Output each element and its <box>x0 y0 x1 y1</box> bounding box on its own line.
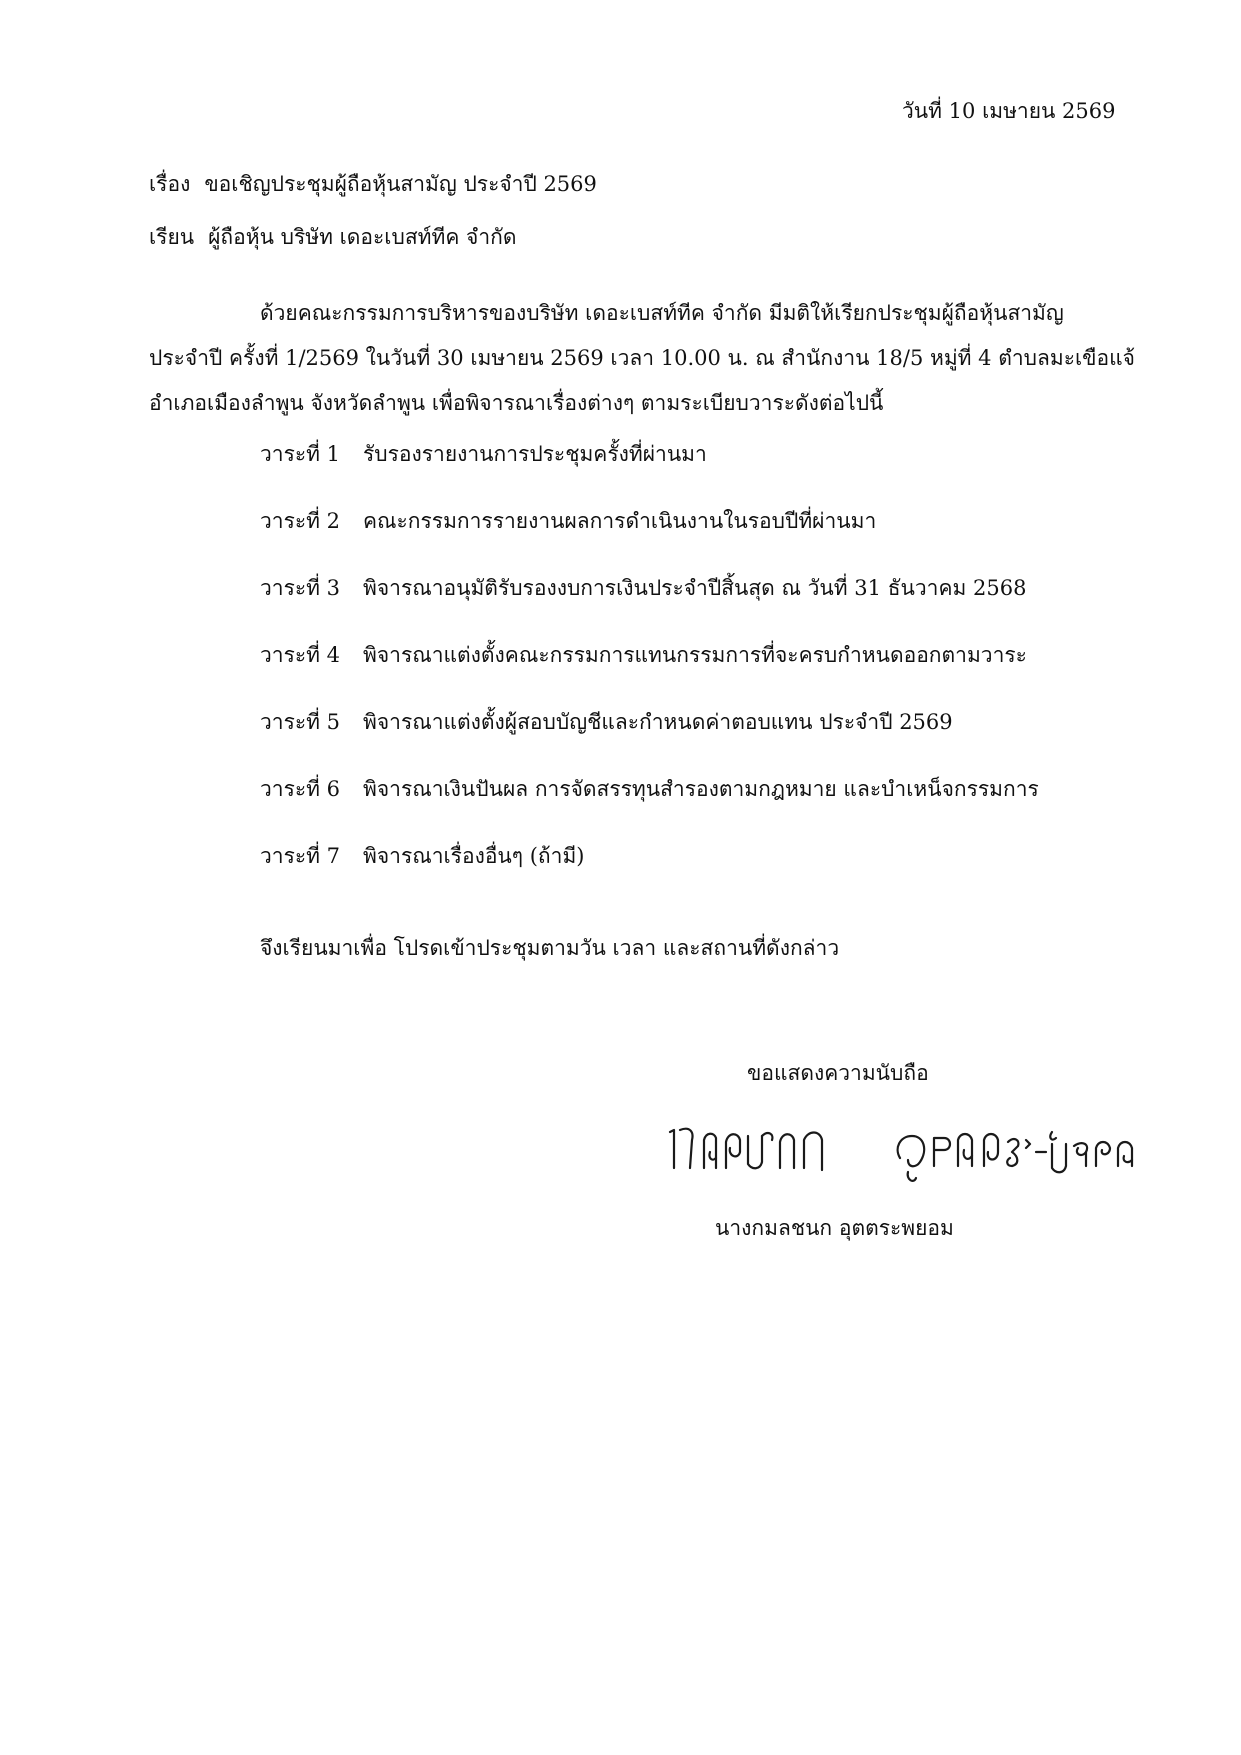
recipient-label: เรียน <box>149 225 195 249</box>
signature-text: กมลชนก อุตตระพยอม <box>668 1118 678 1119</box>
agenda-number: วาระที่ 4 <box>260 643 341 667</box>
body-paragraph <box>149 291 1135 426</box>
agenda-number: วาระที่ 3 <box>260 576 341 600</box>
regards-text: ขอแสดงความนับถือ <box>747 1061 929 1085</box>
agenda-item <box>260 574 1039 641</box>
agenda-number: วาระที่ 6 <box>260 777 341 801</box>
agenda-number: วาระที่ 7 <box>260 844 341 868</box>
agenda-text: พิจารณาแต่งตั้งผู้สอบบัญชีและกำหนดค่าตอบแทน ประจำปี 2569 <box>363 710 953 734</box>
body-line: ด้วยคณะกรรมการบริหารของบริษัท เดอะเบสท์ทีค จำกัด มีมติให้เรียกประชุมผู้ถือหุ้นสามัญ <box>260 301 1064 325</box>
agenda-item <box>260 775 1039 842</box>
agenda-item <box>260 507 1039 574</box>
recipient-line <box>149 223 517 251</box>
body-line: อำเภอเมืองลำพูน จังหวัดลำพูน เพื่อพิจารณาเรื่องต่างๆ ตามระเบียบวาระดังต่อไปนี้ <box>149 391 884 415</box>
agenda-text: คณะกรรมการรายงานผลการดำเนินงานในรอบปีที่ผ่านมา <box>363 509 877 533</box>
agenda-text: พิจารณาเงินปันผล การจัดสรรทุนสำรองตามกฎหมาย และบำเหน็จกรรมการ <box>363 777 1039 801</box>
closing-sentence: จึงเรียนมาเพื่อ โปรดเข้าประชุมตามวัน เวลา และสถานที่ดังกล่าว <box>260 936 840 960</box>
agenda-item <box>260 641 1039 708</box>
agenda-number: วาระที่ 5 <box>260 710 341 734</box>
agenda-text: พิจารณาเรื่องอื่นๆ (ถ้ามี) <box>363 844 585 868</box>
agenda-number: วาระที่ 1 <box>260 442 341 466</box>
subject-text: ขอเชิญประชุมผู้ถือหุ้นสามัญ ประจำปี 2569 <box>204 172 597 196</box>
body-line: ประจำปี ครั้งที่ 1/2569 ในวันที่ 30 เมษายน 2569 เวลา 10.00 น. ณ สำนักงาน 18/5 หมู่ที่ 4 ตำบลมะเขือแจ้ <box>149 346 1135 370</box>
agenda-item <box>260 842 1039 909</box>
agenda-text: พิจารณาแต่งตั้งคณะกรรมการแทนกรรมการที่จะครบกำหนดออกตามวาระ <box>363 643 1027 667</box>
letter-date: วันที่ 10 เมษายน 2569 <box>902 99 1116 123</box>
handwritten-signature <box>668 1118 1148 1198</box>
recipient-text: ผู้ถือหุ้น บริษัท เดอะเบสท์ทีค จำกัด <box>208 225 517 249</box>
agenda-list <box>260 440 1039 909</box>
subject-label: เรื่อง <box>149 172 191 196</box>
agenda-item <box>260 440 1039 507</box>
agenda-text: รับรองรายงานการประชุมครั้งที่ผ่านมา <box>363 442 707 466</box>
signer-name: นางกมลชนก อุตตระพยอม <box>715 1216 954 1240</box>
subject-line <box>149 170 597 198</box>
agenda-item <box>260 708 1039 775</box>
agenda-text: พิจารณาอนุมัติรับรองงบการเงินประจำปีสิ้นสุด ณ วันที่ 31 ธันวาคม 2568 <box>363 576 1027 600</box>
agenda-number: วาระที่ 2 <box>260 509 341 533</box>
